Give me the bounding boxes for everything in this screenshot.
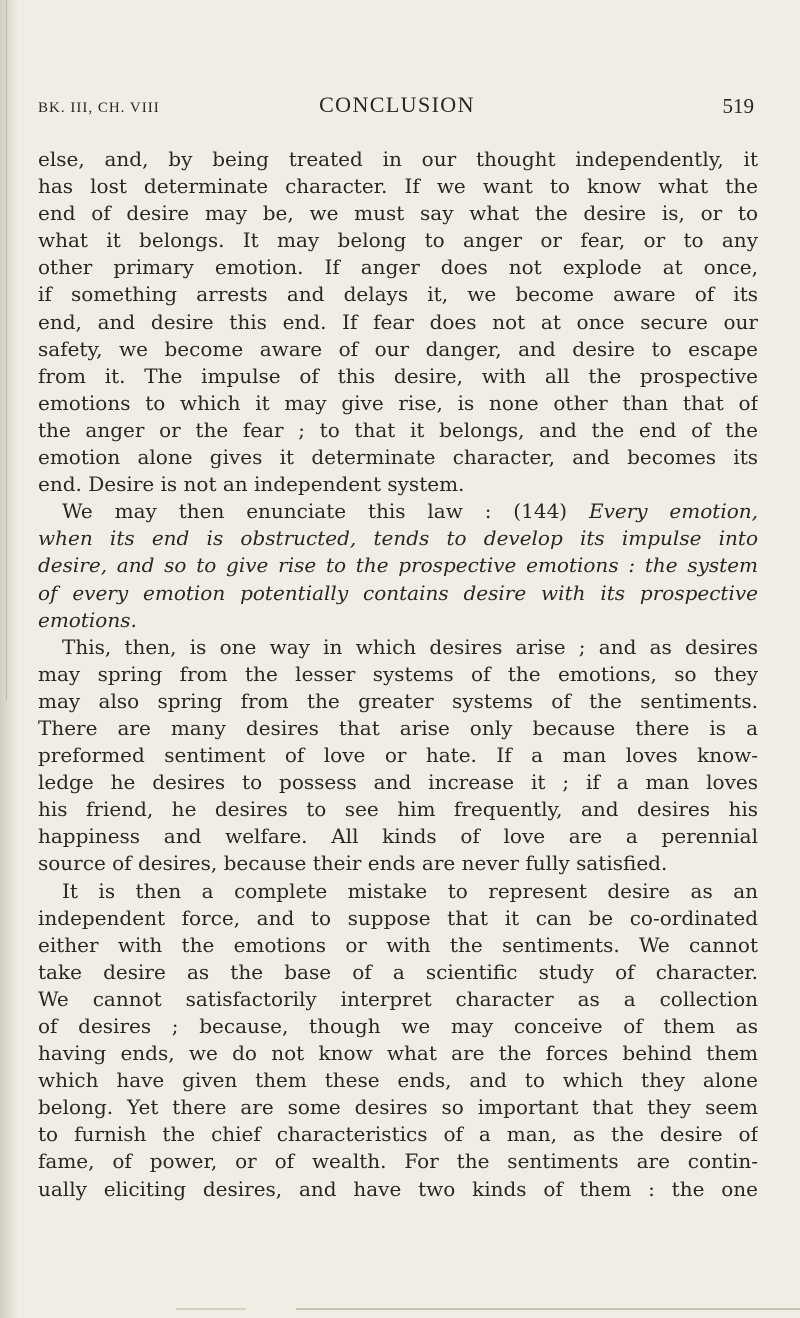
text-line: There are many desires that arise only because there is a (38, 715, 758, 740)
text-line: having ends, we do not know what are the forces behind them (38, 1041, 758, 1066)
page-number: 519 (722, 94, 754, 118)
text-line: emotions to which it may give rise, is none other than that of (38, 390, 758, 415)
text-line: preformed sentiment of love or hate. If a man loves know- (38, 743, 758, 768)
page-binding-edge (6, 0, 7, 700)
text-line: source of desires, because their ends are never fully satisfied. (38, 851, 668, 876)
text-line: independent force, and to suppose that it can be co-ordinated (38, 905, 758, 930)
text-line: which have given them these ends, and to which they alone (38, 1068, 758, 1093)
page-binding-shadow (0, 0, 18, 1318)
running-head-title: CONCLUSION (319, 92, 475, 117)
page-bottom-edge (296, 1308, 800, 1310)
running-head-book-chapter: BK. III, CH. VIII (38, 100, 160, 116)
law-text-line: of every emotion potentially contains desire with its prospective (38, 580, 758, 605)
text-line: may spring from the lesser systems of the emotions, so they (38, 661, 758, 686)
text-line: the anger or the fear ; to that it belongs, and the end of the (38, 417, 758, 442)
text-line: belong. Yet there are some desires so important that they seem (38, 1095, 758, 1120)
text-line: of desires ; because, though we may conceive of them as (38, 1014, 758, 1038)
text-line: safety, we become aware of our danger, and desire to escape (38, 336, 758, 361)
text-line: if something arrests and delays it, we become aware of its (38, 282, 758, 307)
text-line: what it belongs. It may belong to anger or fear, or to any (38, 228, 758, 253)
law-italic-start: Every emotion, (588, 499, 758, 524)
law-text-line: emotions. (38, 607, 137, 632)
text-line: happiness and welfare. All kinds of love are a perennial (38, 824, 758, 849)
text-line: fame, of power, or of wealth. For the sentiments are contin- (38, 1149, 758, 1174)
text-line: from it. The impulse of this desire, with all the prospective (38, 363, 758, 388)
text-line: else, and, by being treated in our thought independently, it (38, 147, 758, 171)
text-line: end. Desire is not an independent system. (38, 472, 465, 497)
law-text-line: desire, and so to give rise to the prospective emotions : the system (38, 553, 758, 578)
text-line: ledge he desires to possess and increase it ; if a man loves (38, 770, 758, 795)
text-line: either with the emotions or with the sentiments. We cannot (38, 932, 758, 957)
text-line: has lost determinate character. If we want to know what the (38, 174, 758, 199)
page-header (38, 88, 756, 128)
text-line: This, then, is one way in which desires arise ; and as desires (62, 634, 758, 659)
text-line: may also spring from the greater systems of the sentiments. (38, 688, 758, 713)
text-line: his friend, he desires to see him frequently, and desires his (38, 797, 758, 822)
page-bottom-edge-left (176, 1308, 246, 1310)
text-line: end of desire may be, we must say what the desire is, or to (38, 201, 758, 226)
text-line: to furnish the chief characteristics of a man, as the desire of (38, 1122, 758, 1147)
law-statement-line (38, 498, 758, 525)
text-line: end, and desire this end. If fear does not at once secure our (38, 309, 758, 334)
body-text (38, 146, 758, 1203)
text-line: We cannot satisfactorily interpret character as a collection (38, 986, 758, 1011)
text-line: other primary emotion. If anger does not explode at once, (38, 255, 758, 280)
text-line: take desire as the base of a scientific study of character. (38, 959, 758, 984)
law-text-line: when its end is obstructed, tends to develop its impulse into (38, 526, 758, 551)
text-line: It is then a complete mistake to represent desire as an (62, 878, 758, 903)
text-line: emotion alone gives it determinate character, and becomes its (38, 445, 758, 470)
text-line: ually eliciting desires, and have two kinds of them : the one (38, 1176, 758, 1201)
law-intro: We may then enunciate this law : (144) (62, 499, 589, 524)
